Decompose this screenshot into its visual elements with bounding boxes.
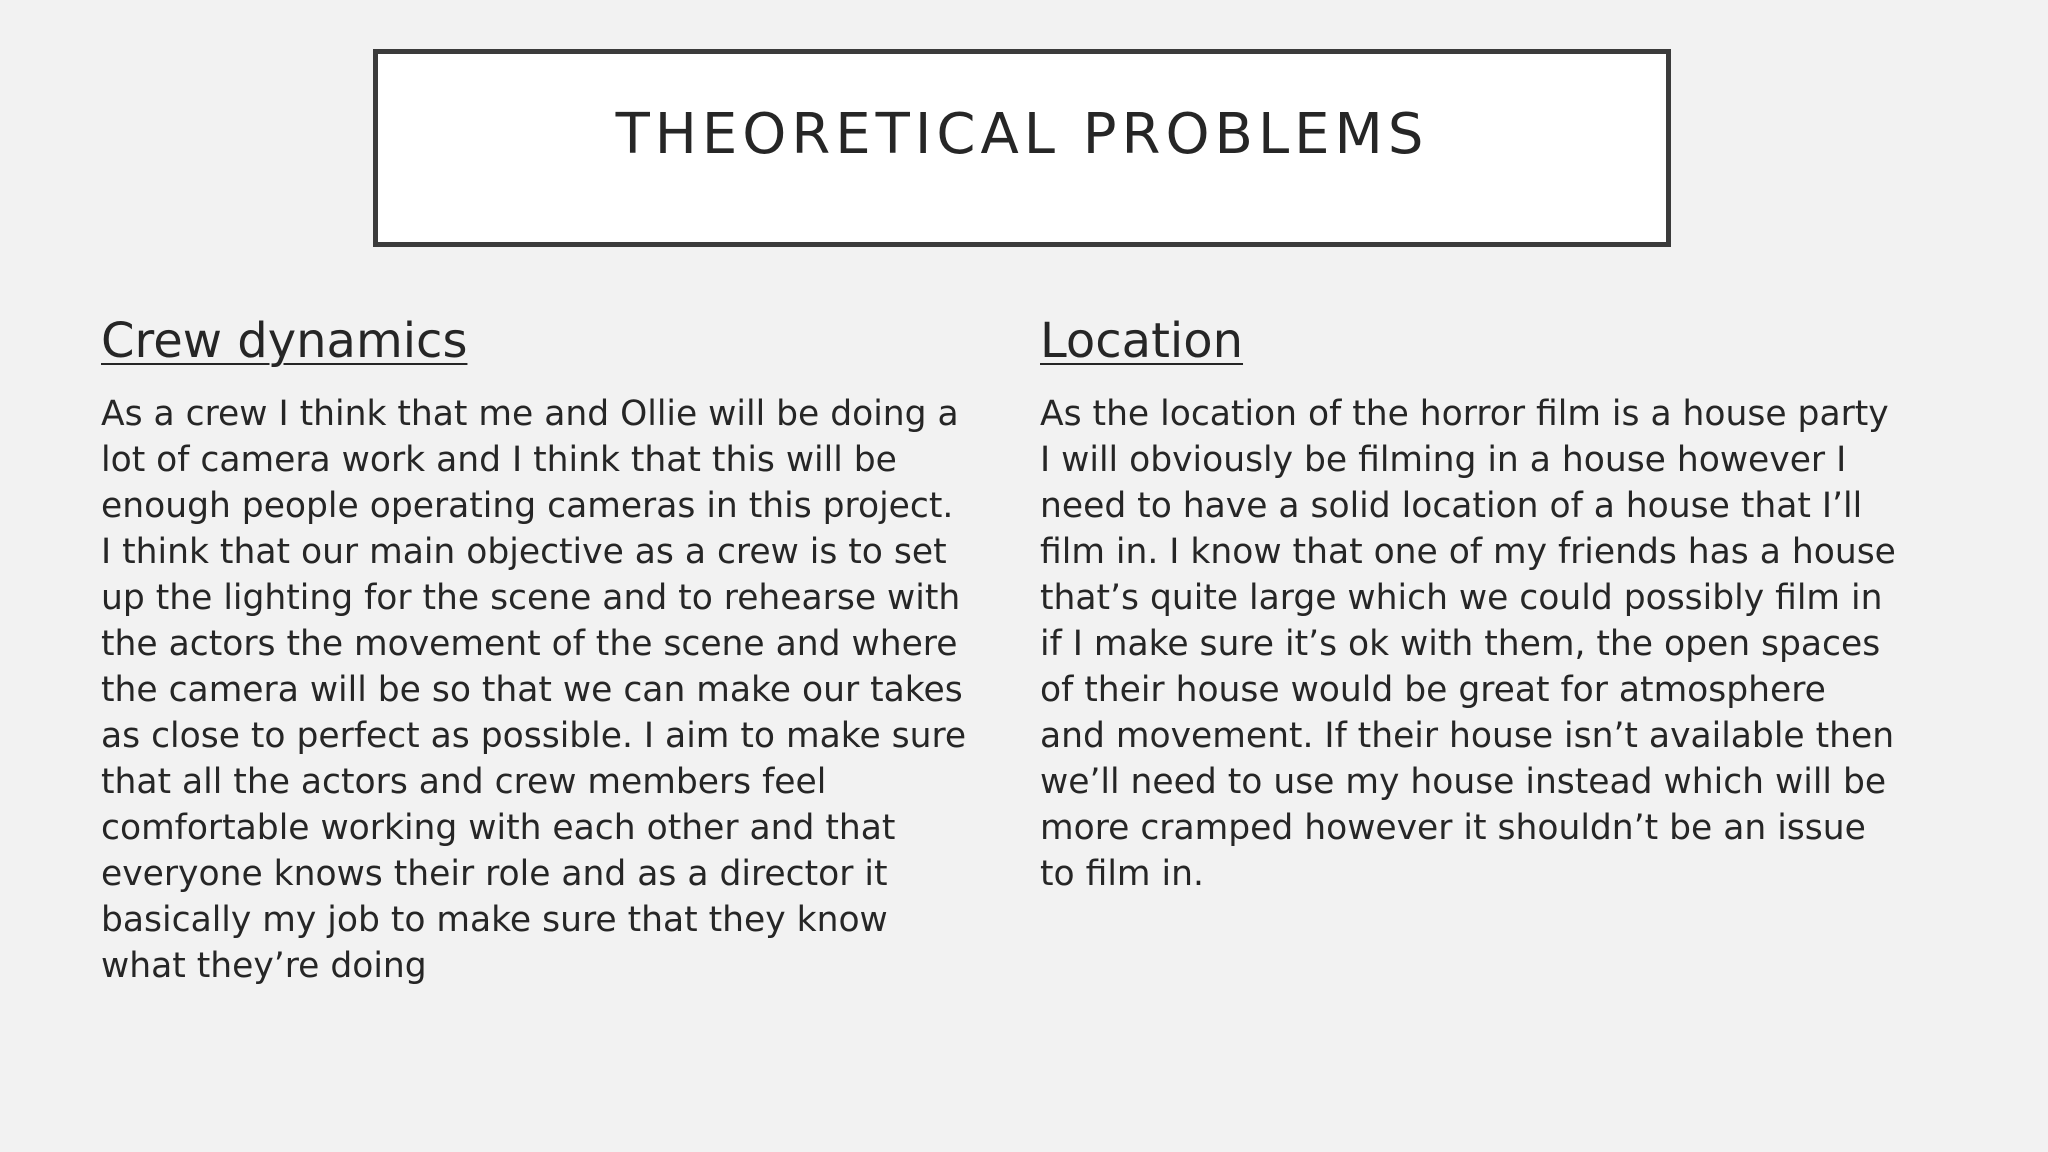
slide-title: THEORETICAL PROBLEMS (615, 102, 1429, 167)
body-line: As a crew I think that me and Ollie will be doing a (101, 393, 959, 434)
body-line: film in. I know that one of my friends has a house (1040, 531, 1896, 572)
body-line: to film in. (1040, 853, 1204, 894)
body-line: I will obviously be filming in a house however I (1040, 439, 1847, 480)
body-line: As the location of the horror film is a house party (1040, 393, 1889, 434)
body-line: lot of camera work and I think that this will be (101, 439, 897, 480)
body-line: up the lighting for the scene and to rehearse with (101, 577, 961, 618)
crew-dynamics-section (101, 313, 981, 989)
body-line: of their house would be great for atmosphere (1040, 669, 1826, 710)
body-line: that’s quite large which we could possibly film in (1040, 577, 1883, 618)
location-section (1040, 313, 1920, 897)
body-line: and movement. If their house isn’t available then (1040, 715, 1895, 756)
crew-dynamics-heading: Crew dynamics (101, 313, 468, 369)
body-line: the camera will be so that we can make our takes (101, 669, 963, 710)
body-line: more cramped however it shouldn’t be an issue (1040, 807, 1866, 848)
crew-dynamics-body (101, 391, 981, 989)
location-heading: Location (1040, 313, 1244, 369)
body-line: basically my job to make sure that they know (101, 899, 888, 940)
body-line: everyone knows their role and as a director it (101, 853, 888, 894)
body-line: the actors the movement of the scene and where (101, 623, 958, 664)
body-line: what they’re doing (101, 945, 427, 986)
body-line: enough people operating cameras in this project. (101, 485, 954, 526)
body-line: as close to perfect as possible. I aim to make sure (101, 715, 967, 756)
location-body (1040, 391, 1920, 897)
title-box (373, 49, 1671, 247)
body-line: we’ll need to use my house instead which will be (1040, 761, 1887, 802)
body-line: need to have a solid location of a house that I’ll (1040, 485, 1863, 526)
body-line: I think that our main objective as a crew is to set (101, 531, 947, 572)
body-line: comfortable working with each other and that (101, 807, 896, 848)
body-line: if I make sure it’s ok with them, the open spaces (1040, 623, 1881, 664)
body-line: that all the actors and crew members feel (101, 761, 827, 802)
